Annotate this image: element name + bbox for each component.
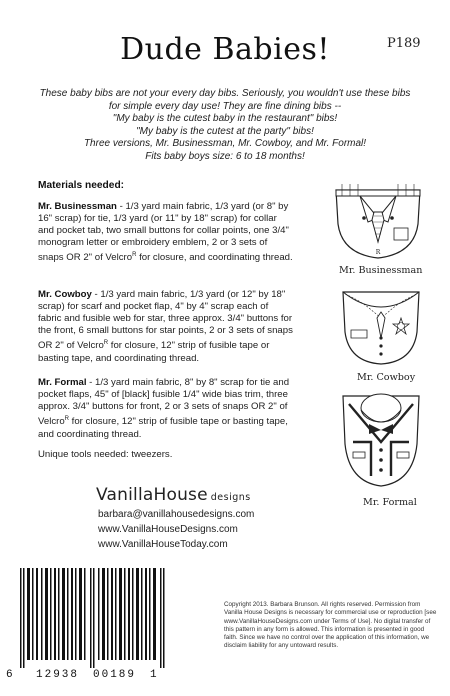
unique-tools: Unique tools needed: tweezers. (38, 449, 173, 460)
barcode-group-1: 12938 (36, 669, 80, 681)
brand-logo (96, 485, 251, 505)
formal-text-end: for closure, 12" strip of fusible tape or basting tape, and coordinating thread. (38, 416, 288, 440)
registered-mark: R (132, 252, 137, 259)
intro-line: "My baby is the cutest at the party" bibs! (136, 125, 314, 137)
cowboy-text: - 1/3 yard main fabric, 1/3 yard (or 12" by 18" scrap) for scarf and pocket flap, 4" by 4" scrap each of fabric and fusible web for star, three approx. 3/4" buttons for the front, 6 small buttons for star points, 2 or 3 sets of snaps OR 2" of Velcro (38, 289, 293, 352)
cowboy-materials (38, 289, 294, 365)
cowboy-label: Mr. Cowboy (38, 289, 92, 300)
intro-line: "My baby is the cutest baby in the restaurant" bibs! (112, 113, 338, 125)
formal-bib-illustration (339, 390, 423, 494)
businessman-materials (38, 201, 294, 265)
cowboy-caption: Mr. Cowboy (357, 372, 416, 383)
brand-name: VanillaHouse (96, 485, 208, 505)
businessman-text-end: for closure, and coordinating thread. (136, 252, 293, 264)
intro-text (28, 88, 422, 164)
businessman-label: Mr. Businessman (38, 201, 117, 212)
cowboy-text-end: for closure, 12" strip of fusible tape or basting tape, and coordinating thread. (38, 340, 270, 364)
formal-label: Mr. Formal (38, 377, 87, 388)
formal-caption: Mr. Formal (363, 497, 417, 508)
formal-materials (38, 377, 294, 441)
businessman-caption: Mr. Businessman (339, 265, 423, 276)
page-title: Dude Babies! (120, 32, 330, 67)
intro-line: for simple every day use! They are fine dining bibs -- (108, 100, 342, 112)
businessman-text: - 1/3 yard main fabric, 1/3 yard (or 8" by 16" scrap) for tie, 1/3 yard (or 11" by 18" scrap) for collar and pocket tab, two small buttons for collar points, one 3/4" monogram letter or embroidery emblem, 2 or 3 sets of snaps OR 2" of Velcro (38, 201, 289, 264)
businessman-bib-illustration (332, 182, 424, 262)
website-link[interactable]: www.VanillaHouseToday.com (98, 539, 228, 550)
formal-text: - 1/3 yard main fabric, 8" by 8" scrap for tie and pocket flaps, 45" of [black] fusible 1/4" wide bias trim, three approx. 3/4" buttons for front, 2 or 3 sets of snaps OR 2" of Velcro (38, 377, 290, 428)
barcode (18, 568, 174, 668)
intro-line: Fits baby boys size: 6 to 18 months! (145, 150, 305, 162)
intro-line: These baby bibs are not your every day bibs. Seriously, you wouldn't use these bibs (39, 88, 411, 99)
registered-mark: R (64, 416, 70, 423)
brand-suffix: designs (210, 492, 251, 503)
registered-mark: R (103, 340, 109, 347)
svg-text:R: R (375, 249, 381, 256)
copyright-notice: Copyright 2013. Barbara Brunson. All rights reserved. Permission from Vanilla House Designs is necessary for commercial use or reproduction [see www.VanillaHouseDesigns.com under Terms of Use]. No digital transfer of this pattern in any form is allowed. This information is presented in good faith. Since we have no control over the application of this information, we disclaim liability for any untoward results. (224, 601, 437, 650)
cowboy-bib-illustration (339, 288, 423, 368)
intro-line: Three versions, Mr. Businessman, Mr. Cowboy, and Mr. Formal! (83, 138, 367, 150)
barcode-digit-left: 6 (6, 669, 13, 681)
website-link[interactable]: www.VanillaHouseDesigns.com (98, 524, 238, 535)
contact-email[interactable]: barbara@vanillahousedesigns.com (98, 509, 255, 520)
materials-heading: Materials needed: (38, 180, 125, 191)
barcode-group-2: 00189 (93, 669, 137, 681)
barcode-digit-right: 1 (150, 669, 157, 681)
pattern-number: P189 (387, 36, 421, 51)
